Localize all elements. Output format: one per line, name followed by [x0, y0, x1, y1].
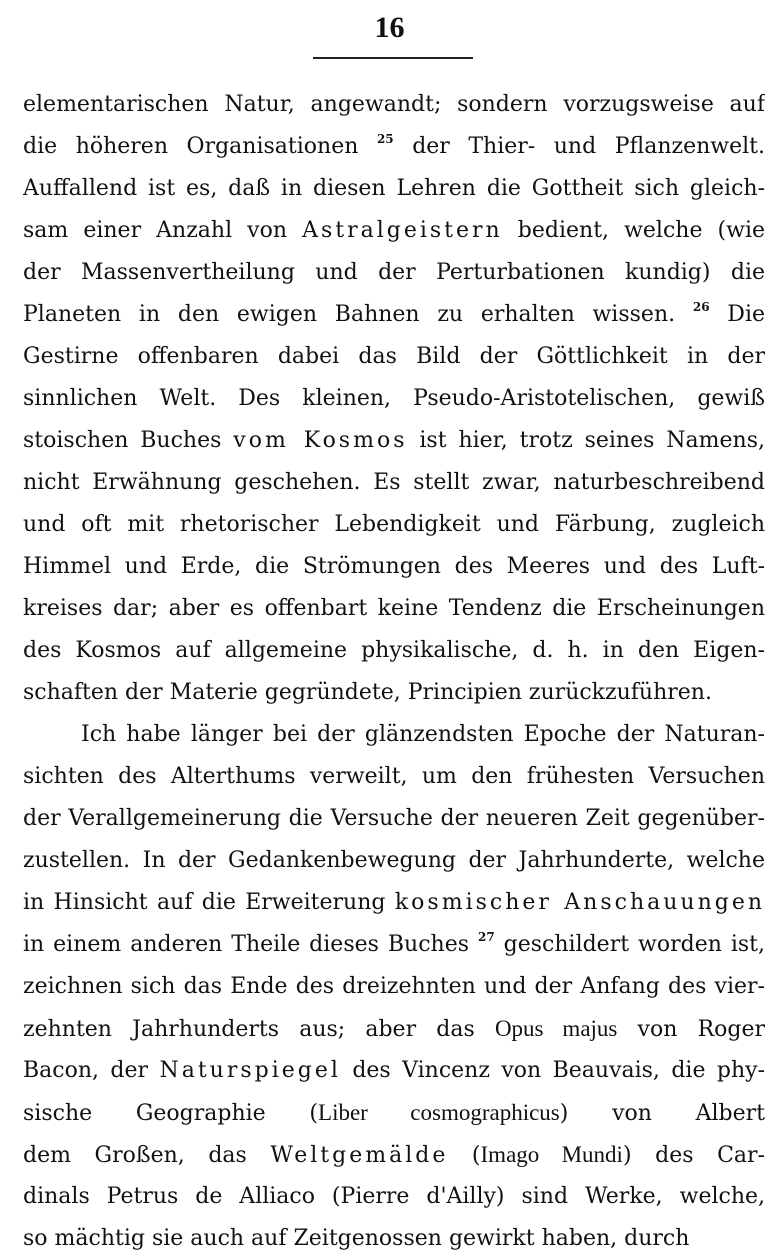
latin-title: Opus majus: [494, 1016, 618, 1041]
text-segment: (: [448, 1143, 481, 1168]
text-segment: ) des Car-: [622, 1143, 765, 1168]
text-line: [23, 924, 765, 966]
text-line: [23, 672, 765, 714]
emphasized-text: Weltgemälde: [270, 1143, 449, 1168]
text-line: [23, 126, 765, 168]
text-segment: der Verallgemeinerung die Versuche der neueren Zeit gegenüber-: [23, 806, 765, 831]
text-segment: elementarischen Natur, angewandt; sondern vorzugsweise auf: [23, 92, 765, 117]
text-segment: bedient, welche (wie: [502, 218, 765, 243]
text-segment: der Massenvertheilung und der Perturbationen kundig) die: [23, 260, 765, 285]
footnote-ref: 27: [477, 930, 495, 944]
footnote-ref: 26: [692, 300, 710, 314]
text-line: [23, 420, 765, 462]
text-segment: ist hier, trotz seines Namens,: [407, 428, 765, 453]
latin-title: Imago Mundi: [480, 1142, 623, 1167]
text-line: [23, 252, 765, 294]
text-line: [23, 1218, 765, 1260]
text-line: [23, 1092, 765, 1134]
text-segment: sichten des Alterthums verweilt, um den frühesten Versuchen: [23, 764, 765, 789]
page-number: 16: [374, 11, 405, 44]
text-segment: Himmel und Erde, die Strömungen des Meeres und des Luft-: [23, 554, 765, 579]
text-segment: Ich habe länger bei der glänzendsten Epoche der Naturan-: [81, 722, 765, 747]
text-line: [23, 378, 765, 420]
text-segment: des Vincenz von Beauvais, die phy-: [340, 1058, 765, 1083]
body-text: [23, 84, 765, 1260]
latin-title: Liber cosmographicus: [318, 1100, 560, 1125]
text-line: [23, 756, 765, 798]
emphasized-text: Naturspiegel: [159, 1058, 341, 1083]
text-line: [23, 1134, 765, 1176]
emphasized-text: vom Kosmos: [233, 428, 408, 453]
text-segment: geschildert worden ist,: [494, 932, 765, 957]
text-segment: Planeten in den ewigen Bahnen zu erhalten wissen.: [23, 302, 693, 327]
text-line: [23, 294, 765, 336]
text-segment: von Roger: [617, 1017, 765, 1042]
text-line: [23, 966, 765, 1008]
text-segment: dinals Petrus de Alliaco (Pierre d'Ailly) sind Werke, welche,: [23, 1184, 765, 1209]
emphasized-text: kosmischer Anschauungen: [394, 890, 765, 915]
text-segment: sam einer Anzahl von: [23, 218, 303, 243]
text-segment: und oft mit rhetorischer Lebendigkeit und Färbung, zugleich: [23, 512, 765, 537]
text-line: [23, 1176, 765, 1218]
text-segment: des Kosmos auf allgemeine physikalische, d. h. in den Eigen-: [23, 638, 765, 663]
text-segment: der Thier- und Pflanzenwelt.: [393, 134, 765, 159]
text-line: [23, 588, 765, 630]
text-line: [23, 504, 765, 546]
text-line: [23, 210, 765, 252]
text-segment: die höheren Organisationen: [23, 134, 377, 159]
text-line: [23, 546, 765, 588]
text-segment: sinnlichen Welt. Des kleinen, Pseudo-Aristotelischen, gewiß: [23, 386, 765, 411]
text-segment: ) von Albert: [559, 1101, 765, 1126]
text-line: [23, 630, 765, 672]
text-segment: dem Großen, das: [23, 1143, 271, 1168]
emphasized-text: Astralgeistern: [302, 218, 503, 243]
text-line: [23, 1008, 765, 1050]
footnote-ref: 25: [376, 132, 394, 146]
text-line: [23, 168, 765, 210]
text-segment: sische Geographie (: [23, 1101, 319, 1126]
text-segment: Die: [709, 302, 765, 327]
text-line: [23, 882, 765, 924]
text-segment: in Hinsicht auf die Erweiterung: [23, 890, 395, 915]
text-segment: kreises dar; aber es offenbart keine Tendenz die Erscheinungen: [23, 596, 765, 621]
text-segment: stoischen Buches: [23, 428, 234, 453]
text-segment: in einem anderen Theile dieses Buches: [23, 932, 478, 957]
header-rule: [313, 57, 473, 59]
text-segment: so mächtig sie auch auf Zeitgenossen gewirkt haben, durch: [23, 1226, 690, 1251]
text-segment: Gestirne offenbaren dabei das Bild der Göttlichkeit in der: [23, 344, 765, 369]
text-segment: nicht Erwähnung geschehen. Es stellt zwar, naturbeschreibend: [23, 470, 765, 495]
text-line: [23, 714, 765, 756]
text-segment: Bacon, der: [23, 1058, 160, 1083]
text-segment: zeichnen sich das Ende des dreizehnten und der Anfang des vier-: [23, 974, 765, 999]
text-line: [23, 798, 765, 840]
text-segment: Auffallend ist es, daß in diesen Lehren die Gottheit sich gleich-: [23, 176, 765, 201]
text-segment: zehnten Jahrhunderts aus; aber das: [23, 1017, 495, 1042]
text-segment: zustellen. In der Gedankenbewegung der Jahrhunderte, welche: [23, 848, 765, 873]
text-segment: schaften der Materie gegründete, Principien zurückzuführen.: [23, 680, 712, 705]
text-line: [23, 84, 765, 126]
text-line: [23, 336, 765, 378]
text-line: [23, 840, 765, 882]
text-line: [23, 462, 765, 504]
text-line: [23, 1050, 765, 1092]
